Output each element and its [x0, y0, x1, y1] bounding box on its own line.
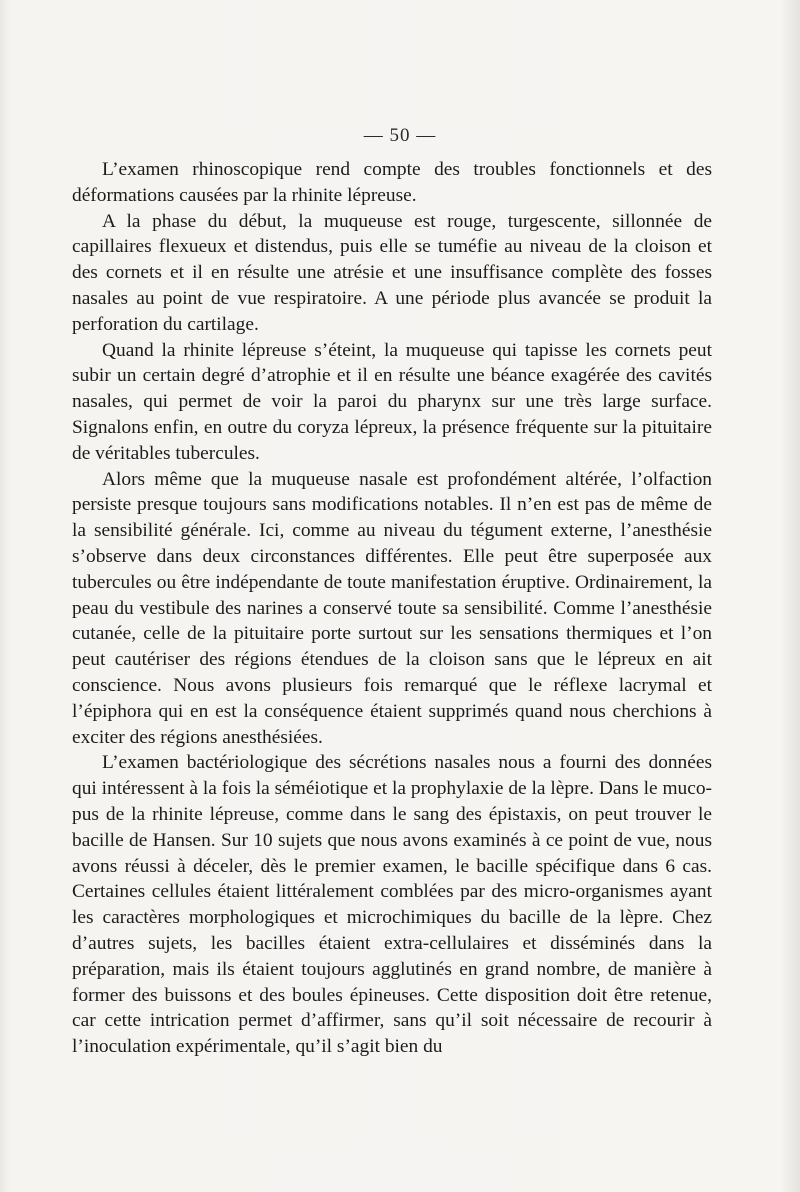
paragraph: L’examen rhinoscopique rend compte des troubles fonctionnels et des déformations causées par la rhinite lépreuse. [72, 159, 712, 206]
paragraph: Quand la rhinite lépreuse s’éteint, la muqueuse qui tapisse les cornets peut subir un certain degré d’atrophie et il en résulte une béance exagérée des cavités nasales, qui permet de voir la paroi du pharynx sur une très large surface. Signalons enfin, en outre du coryza lépreux, la présence fréquente sur la pituitaire de véritables tubercules. [72, 339, 712, 464]
body-text [72, 157, 712, 1060]
paragraph: A la phase du début, la muqueuse est rouge, turgescente, sillonnée de capillaires flexueux et distendus, puis elle se tuméfie au niveau de la cloison et des cornets et il en résulte une atrésie et une insuffisance complète des fosses nasales au point de vue respiratoire. A une période plus avancée se produit la perforation du cartilage. [72, 210, 712, 335]
paragraph: Alors même que la muqueuse nasale est profondément altérée, l’olfaction persiste presque toujours sans modifications notables. Il n’en est pas de même de la sensibilité générale. Ici, comme au niveau du tégument externe, l’anesthésie s’observe dans deux circonstances différentes. Elle peut être superposée aux tubercules ou être indépendante de toute manifestation éruptive. Ordinairement, la peau du vestibule des narines a conservé toute sa sensibilité. Comme l’anesthésie cutanée, celle de la pituitaire porte surtout sur les sensations thermiques et l’on peut cautériser des régions étendues de la cloison sans que le lépreux en ait conscience. Nous avons plusieurs fois remarqué que le réflexe lacrymal et l’épiphora qui en est la conséquence étaient supprimés quand nous cherchions à exciter des régions anesthésiées. [72, 468, 712, 748]
page-number: — 50 — [363, 125, 437, 146]
paragraph: L’examen bactériologique des sécrétions nasales nous a fourni des données qui intéressent à la fois la séméiotique et la prophylaxie de la lèpre. Dans le muco-pus de la rhinite lépreuse, comme dans le sang des épistaxis, on peut trouver le bacille de Hansen. Sur 10 sujets que nous avons examinés à ce point de vue, nous avons réussi à déceler, dès le premier examen, le bacille spécifique dans 6 cas. Certaines cellules étaient littéralement comblées par des micro-organismes ayant les caractères morphologiques et microchimiques du bacille de la lèpre. Chez d’autres sujets, les bacilles étaient extra-cellulaires et disséminés dans la préparation, mais ils étaient toujours agglutinés en grand nombre, de manière à former des buissons et des boules épineuses. Cette disposition doit être retenue, car cette intrication permet d’affirmer, sans qu’il soit nécessaire de recourir à l’inoculation expérimentale, qu’il s’agit bien du [72, 752, 712, 1058]
